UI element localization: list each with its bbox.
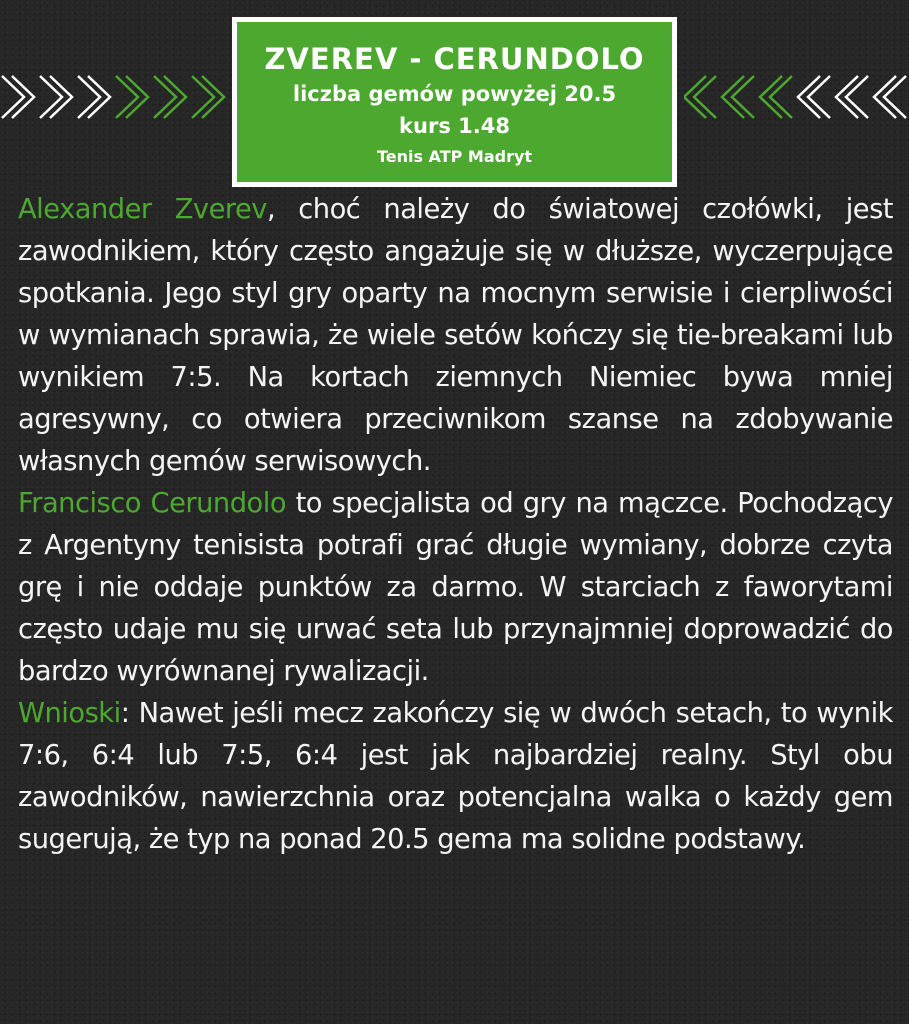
header-banner bbox=[232, 17, 677, 187]
bet-type: liczba gemów powyżej 20.5 bbox=[292, 82, 617, 106]
conclusions-label: Wnioski bbox=[18, 698, 121, 729]
paragraph-text: , choć należy do światowej czołówki, jest zawodnikiem, który często angażuje się w dłuższe, wyczerpujące spotkania. Jego styl gry oparty na mocnym serwisie i cierpliwości w wymianach sprawia, że wiele setów kończy się tie-breakami lub wynikiem 7:5. Na kortach ziemnych Niemiec bywa mniej agresywny, co otwiera przeciwnikom szanse na zdobywanie własnych gemów serwisowych. bbox=[18, 194, 893, 477]
paragraph-text: to specjalista od gry na mączce. Pochodzący z Argentyny tenisista potrafi grać długie wymiany, dobrze czyta grę i nie oddaje punktów za darmo. W starciach z faworytami często udaje mu się urwać seta lub przynajmniej doprowadzić do bardzo wyrównanej rywalizacji. bbox=[18, 488, 893, 687]
event-name: Tenis ATP Madryt bbox=[376, 147, 533, 166]
player-name-zverev: Alexander Zverev bbox=[18, 194, 267, 225]
paragraph-cerundolo bbox=[18, 483, 893, 693]
paragraph-conclusions bbox=[18, 693, 893, 861]
paragraph-text: : Nawet jeśli mecz zakończy się w dwóch setach, to wynik 7:6, 6:4 lub 7:5, 6:4 jest jak najbardziej realny. Styl obu zawodników, nawierzchnia oraz potencjalna walka o każdy gem sugerują, że typ na ponad 20.5 gema ma solidne podstawy. bbox=[18, 698, 893, 855]
chevron-arrows-left-icon bbox=[684, 72, 908, 122]
article-body bbox=[18, 189, 893, 861]
match-title: ZVEREV - CERUNDOLO bbox=[264, 42, 645, 76]
player-name-cerundolo: Francisco Cerundolo bbox=[18, 488, 287, 519]
chevron-arrows-right-icon bbox=[0, 72, 226, 122]
paragraph-zverev bbox=[18, 189, 893, 483]
bet-odds: kurs 1.48 bbox=[399, 114, 510, 138]
